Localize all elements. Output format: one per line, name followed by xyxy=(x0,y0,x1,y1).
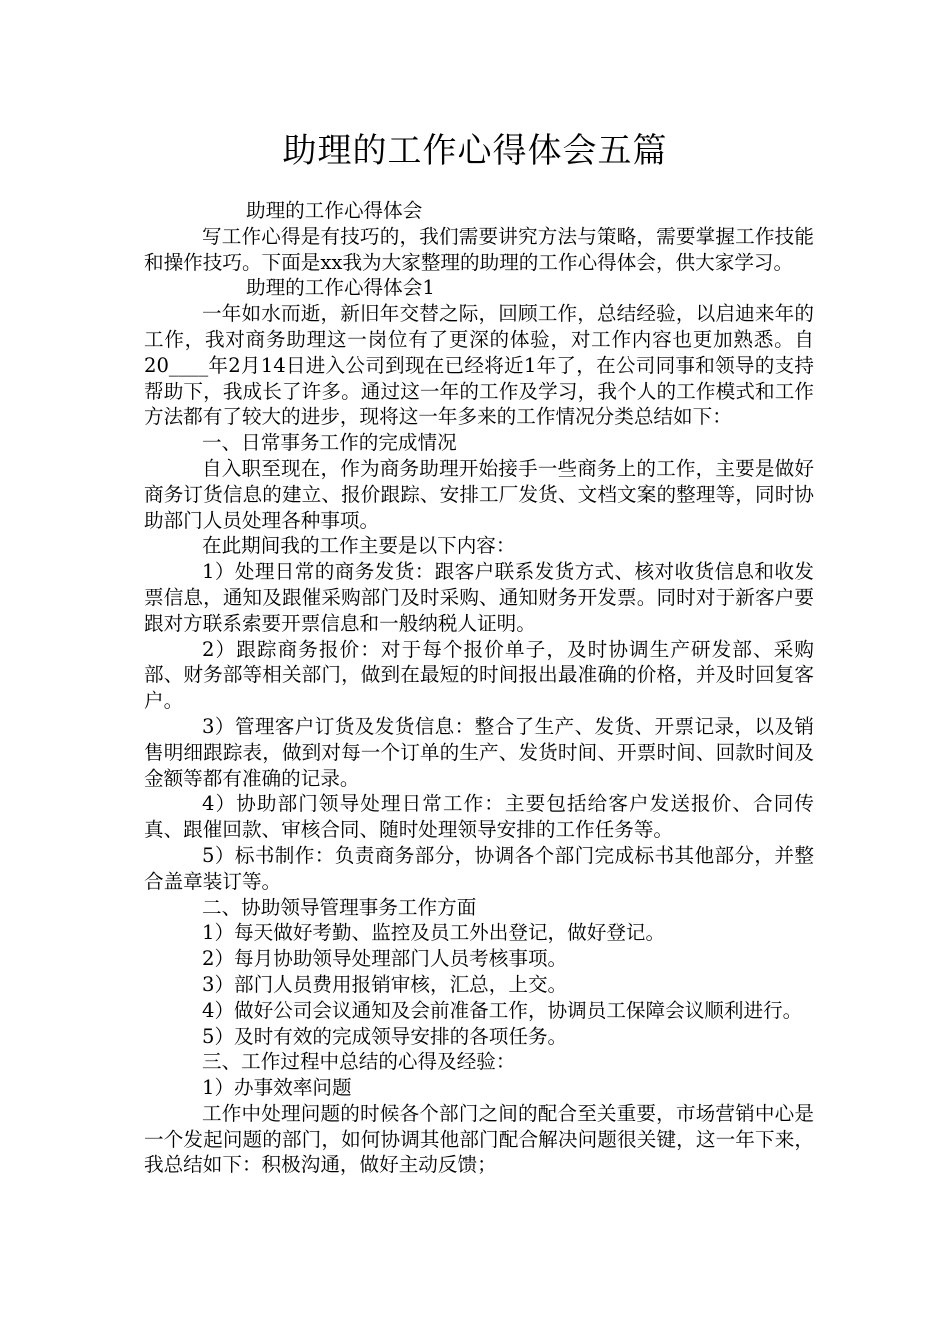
list-item: 1）处理日常的商务发货：跟客户联系发货方式、核对收货信息和收发票信息，通知及跟催采购部门及时采购、通知财务开发票。同时对于新客户要跟对方联系索要开票信息和一般纳税人证明。 xyxy=(144,560,814,635)
list-item: 1）每天做好考勤、监控及员工外出登记，做好登记。 xyxy=(202,921,666,945)
list-item: 2）跟踪商务报价：对于每个报价单子，及时协调生产研发部、采购部、财务部等相关部门，做到在最短的时间报出最准确的价格，并及时回复客户。 xyxy=(144,637,814,713)
list-item: 5）标书制作：负责商务部分，协调各个部门完成标书其他部分，并整合盖章装订等。 xyxy=(144,843,814,893)
section-heading: 三、工作过程中总结的心得及经验： xyxy=(202,1050,516,1074)
paragraph: 写工作心得是有技巧的，我们需要讲究方法与策略，需要掌握工作技能和操作技巧。下面是xx我为大家整理的助理的工作心得体会，供大家学习。 xyxy=(144,224,814,274)
document-title: 助理的工作心得体会五篇 xyxy=(282,131,668,171)
list-item: 4）做好公司会议通知及会前准备工作，协调员工保障会议顺利进行。 xyxy=(202,998,803,1022)
list-item: 5）及时有效的完成领导安排的各项任务。 xyxy=(202,1024,568,1048)
paragraph: 工作中处理问题的时候各个部门之间的配合至关重要，市场营销中心是一个发起问题的部门，如何协调其他部门配合解决问题很关键，这一年下来，我总结如下：积极沟通，做好主动反馈； xyxy=(144,1101,814,1177)
list-item: 3）管理客户订货及发货信息：整合了生产、发货、开票记录，以及销售明细跟踪表，做到对每一个订单的生产、发货时间、开票时间、回款时间及金额等都有准确的记录。 xyxy=(144,714,814,790)
paragraph: 自入职至现在，作为商务助理开始接手一些商务上的工作，主要是做好商务订货信息的建立、报价跟踪、安排工厂发货、文档文案的整理等，同时协助部门人员处理各种事项。 xyxy=(144,456,814,532)
paragraph: 助理的工作心得体会1 xyxy=(246,276,435,300)
paragraph: 一年如水而逝，新旧年交替之际，回顾工作，总结经验，以启迪来年的工作，我对商务助理这一岗位有了更深的体验，对工作内容也更加熟悉。自20____年2月14日进入公司到现在已经将近1年了，在公司同事和领导的支持帮助下，我成长了许多。通过这一年的工作及学习，我个人的工作模式和工作方法都有了较大的进步，现将这一年多来的工作情况分类总结如下： xyxy=(144,302,814,429)
list-item: 3）部门人员费用报销审核，汇总，上交。 xyxy=(202,972,568,996)
paragraph: 在此期间我的工作主要是以下内容： xyxy=(202,534,516,558)
paragraph: 助理的工作心得体会 xyxy=(246,199,423,222)
list-item: 4）协助部门领导处理日常工作：主要包括给客户发送报价、合同传真、跟催回款、审核合同、随时处理领导安排的工作任务等。 xyxy=(144,792,814,842)
section-heading: 二、协助领导管理事务工作方面 xyxy=(202,895,477,919)
document-body xyxy=(144,198,814,1178)
section-heading: 一、日常事务工作的完成情况 xyxy=(202,431,457,455)
list-item: 1）办事效率问题 xyxy=(202,1076,352,1100)
list-item: 2）每月协助领导处理部门人员考核事项。 xyxy=(202,947,568,971)
